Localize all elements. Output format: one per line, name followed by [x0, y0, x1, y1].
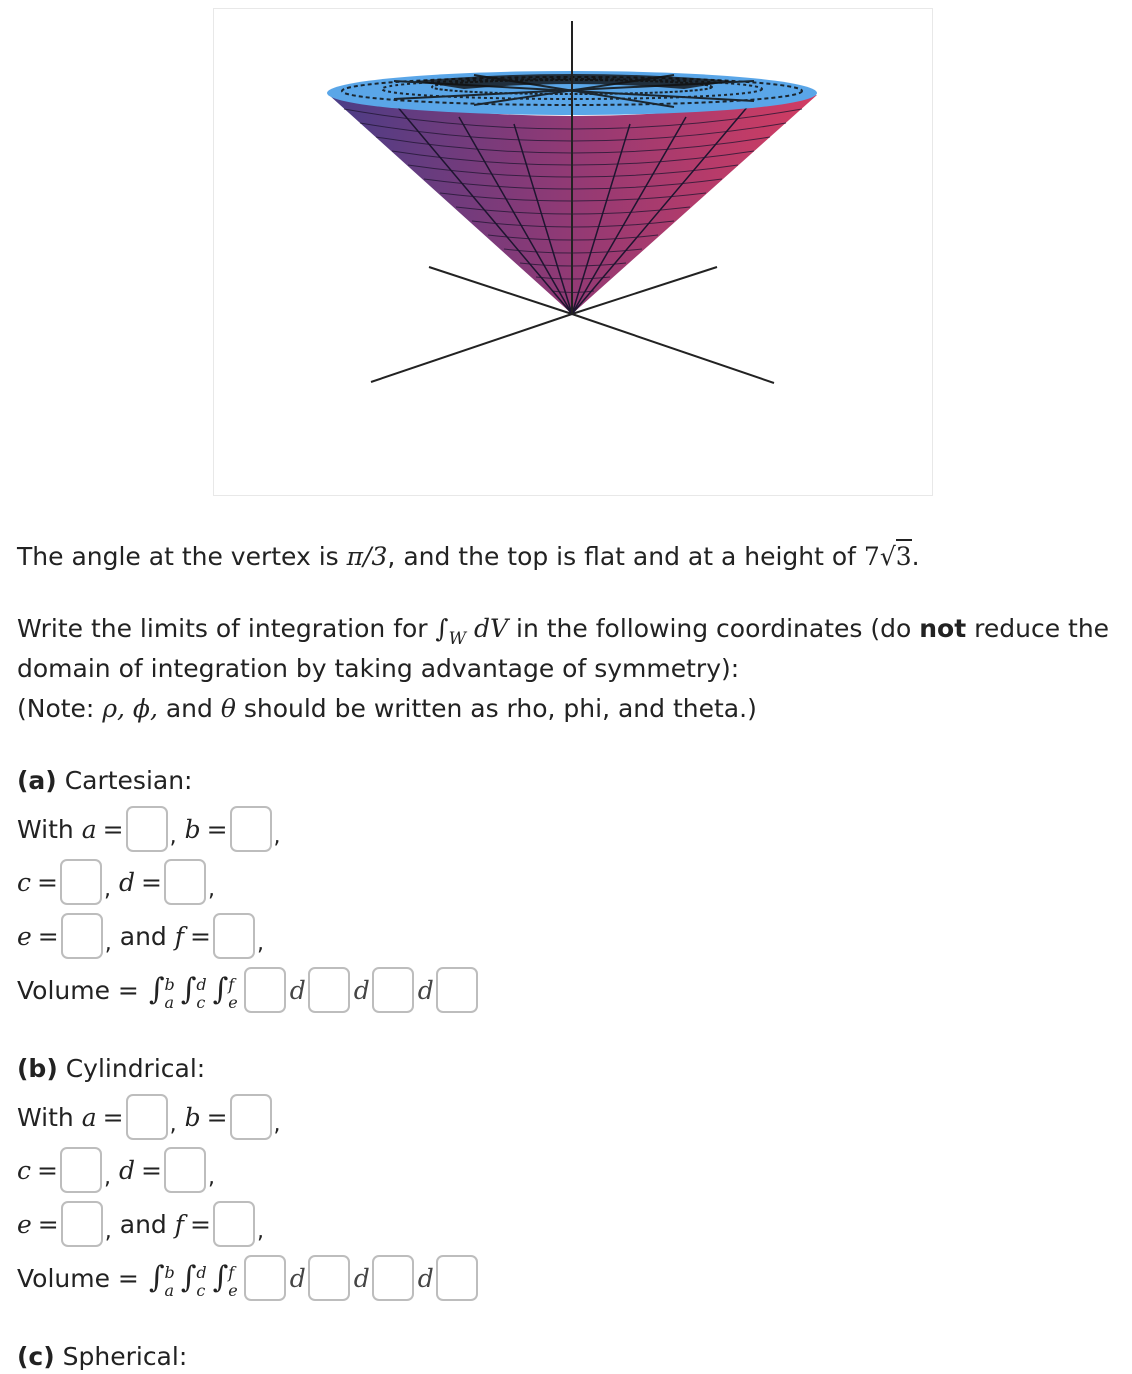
intro-line: The angle at the vertex is π/3, and the top is flat and at a height of 7√3. [17, 540, 920, 574]
differential-d: d [353, 975, 370, 1005]
part-b-row-ab [17, 1091, 289, 1143]
upper-limit: d [196, 975, 207, 994]
integral-inner [213, 968, 238, 1012]
with-label: With [17, 814, 74, 844]
part-a-label: (a) [17, 766, 57, 795]
volume-label: Volume = [17, 1263, 139, 1293]
integral-sign: ∫ [180, 1260, 197, 1295]
equals-sign: = [206, 1102, 228, 1132]
height-radicand: 3 [896, 539, 912, 571]
differential-d: d [417, 975, 434, 1005]
equals-sign: = [140, 1155, 162, 1185]
upper-limit: f [228, 1263, 235, 1282]
comma: , [169, 824, 177, 849]
comma: , [103, 1165, 111, 1190]
instruction-line-2: domain of integration by taking advantage of symmetry): [17, 654, 740, 683]
comma: , [103, 877, 111, 902]
f-limit-input[interactable] [213, 913, 255, 959]
var-b: b [184, 1102, 201, 1132]
emphasis-not: not [919, 614, 967, 643]
differential-2-input[interactable] [372, 967, 414, 1013]
cone-figure [213, 8, 933, 496]
part-b-heading [17, 1052, 205, 1086]
equals-sign: = [102, 814, 124, 844]
note-symbols: ρ, ϕ, [102, 694, 158, 723]
upper-limit: b [164, 975, 175, 994]
instruction-text-1: Write the limits of integration for [17, 614, 436, 643]
part-b-row-cd [17, 1144, 223, 1196]
integrand-input[interactable] [244, 1255, 286, 1301]
differential-d: d [417, 1263, 434, 1293]
part-b-label: (b) [17, 1054, 58, 1083]
lower-limit: a [164, 1281, 175, 1300]
comma: , [273, 824, 281, 849]
equals-sign: = [37, 1209, 59, 1239]
integral-limits [228, 976, 237, 1012]
note-theta: θ [220, 694, 236, 723]
integral-limits [165, 976, 175, 1012]
integral-domain: W [448, 629, 467, 649]
equals-sign: = [190, 1209, 211, 1239]
integral-limits [196, 1264, 206, 1300]
comma: , [104, 931, 112, 956]
differential-1-input[interactable] [308, 1255, 350, 1301]
part-b-row-ef [17, 1198, 272, 1250]
intro-period: . [911, 542, 920, 571]
comma: , [207, 1165, 215, 1190]
f-limit-input[interactable] [213, 1201, 255, 1247]
a-limit-input[interactable] [126, 806, 168, 852]
comma: , [104, 1219, 112, 1244]
part-a-heading [17, 764, 192, 798]
b-limit-input[interactable] [230, 1094, 272, 1140]
volume-label: Volume = [17, 975, 139, 1005]
and-label: and [119, 1209, 167, 1239]
equals-sign: = [37, 1155, 58, 1185]
with-label: With [17, 1102, 74, 1132]
differential-2-input[interactable] [372, 1255, 414, 1301]
lower-limit: e [228, 1281, 238, 1300]
integral-limits [165, 1264, 175, 1300]
part-b-volume-row [17, 1252, 478, 1304]
var-a: a [81, 1102, 97, 1132]
comma: , [256, 931, 264, 956]
e-limit-input[interactable] [61, 913, 103, 959]
c-limit-input[interactable] [60, 1147, 102, 1193]
comma: , [256, 1219, 264, 1244]
differential-3-input[interactable] [436, 1255, 478, 1301]
intro-text-1: The angle at the vertex is [17, 542, 347, 571]
lower-limit: e [228, 993, 238, 1012]
instruction-text-2: in the following coordinates (do [508, 614, 920, 643]
part-a-row-cd [17, 856, 223, 908]
upper-limit: d [196, 1263, 207, 1282]
and-label: and [119, 921, 167, 951]
differential-1-input[interactable] [308, 967, 350, 1013]
comma: , [169, 1112, 177, 1137]
integral-limits [228, 1264, 237, 1300]
lower-limit: c [196, 1281, 206, 1300]
c-limit-input[interactable] [60, 859, 102, 905]
cone-3d-plot-icon [214, 9, 934, 497]
a-limit-input[interactable] [126, 1094, 168, 1140]
equals-sign: = [206, 814, 228, 844]
integral-inner [213, 1256, 238, 1300]
integral-sign: ∫ [212, 972, 229, 1007]
part-a-row-ef [17, 910, 272, 962]
var-c: c [17, 867, 32, 897]
upper-limit: b [164, 1263, 175, 1282]
integrand-input[interactable] [244, 967, 286, 1013]
integral-middle [181, 968, 207, 1012]
var-b: b [184, 814, 201, 844]
equals-sign: = [190, 921, 211, 951]
comma: , [273, 1112, 281, 1137]
angle-value: π/3 [346, 542, 388, 571]
lower-limit: c [196, 993, 206, 1012]
var-e: e [17, 921, 32, 951]
equals-sign: = [37, 921, 59, 951]
upper-limit: f [228, 975, 235, 994]
integral-limits [196, 976, 206, 1012]
e-limit-input[interactable] [61, 1201, 103, 1247]
part-a-volume-row [17, 964, 478, 1016]
note-text-2: and [157, 694, 221, 723]
part-b-name: Cylindrical: [65, 1054, 206, 1083]
note-text-3: should be written as rho, phi, and theta.) [235, 694, 757, 723]
note-text-1: (Note: [17, 694, 103, 723]
integral-middle [181, 1256, 207, 1300]
comma: , [207, 877, 215, 902]
part-c-name: Spherical: [62, 1342, 188, 1371]
part-a-row-ab [17, 803, 289, 855]
differential-d: d [289, 975, 306, 1005]
var-f: f [174, 1209, 185, 1239]
equals-sign: = [140, 867, 162, 897]
var-a: a [81, 814, 97, 844]
differential-3-input[interactable] [436, 967, 478, 1013]
integral-sign: ∫ [148, 972, 165, 1007]
integral-symbol: ∫ [435, 614, 449, 643]
note-line [17, 692, 757, 726]
instruction-line-1 [17, 612, 1109, 656]
var-f: f [174, 921, 185, 951]
equals-sign: = [37, 867, 58, 897]
integral-sign: ∫ [212, 1260, 229, 1295]
intro-text-2: , and the top is flat and at a height of [387, 542, 864, 571]
height-coefficient: 7 [863, 542, 880, 571]
d-limit-input[interactable] [164, 1147, 206, 1193]
differential-d: d [289, 1263, 306, 1293]
b-limit-input[interactable] [230, 806, 272, 852]
volume-element: dV [474, 614, 509, 643]
integral-outer [149, 1256, 175, 1300]
part-c-label: (c) [17, 1342, 55, 1371]
integral-sign: ∫ [148, 1260, 165, 1295]
integral-outer [149, 968, 175, 1012]
differential-d: d [353, 1263, 370, 1293]
var-d: d [118, 867, 135, 897]
d-limit-input[interactable] [164, 859, 206, 905]
part-a-name: Cartesian: [64, 766, 193, 795]
equals-sign: = [102, 1102, 124, 1132]
var-d: d [118, 1155, 135, 1185]
integral-sign: ∫ [180, 972, 197, 1007]
var-e: e [17, 1209, 32, 1239]
lower-limit: a [164, 993, 175, 1012]
var-c: c [17, 1155, 32, 1185]
instruction-text-3: reduce the [966, 614, 1110, 643]
part-c-heading [17, 1340, 187, 1374]
